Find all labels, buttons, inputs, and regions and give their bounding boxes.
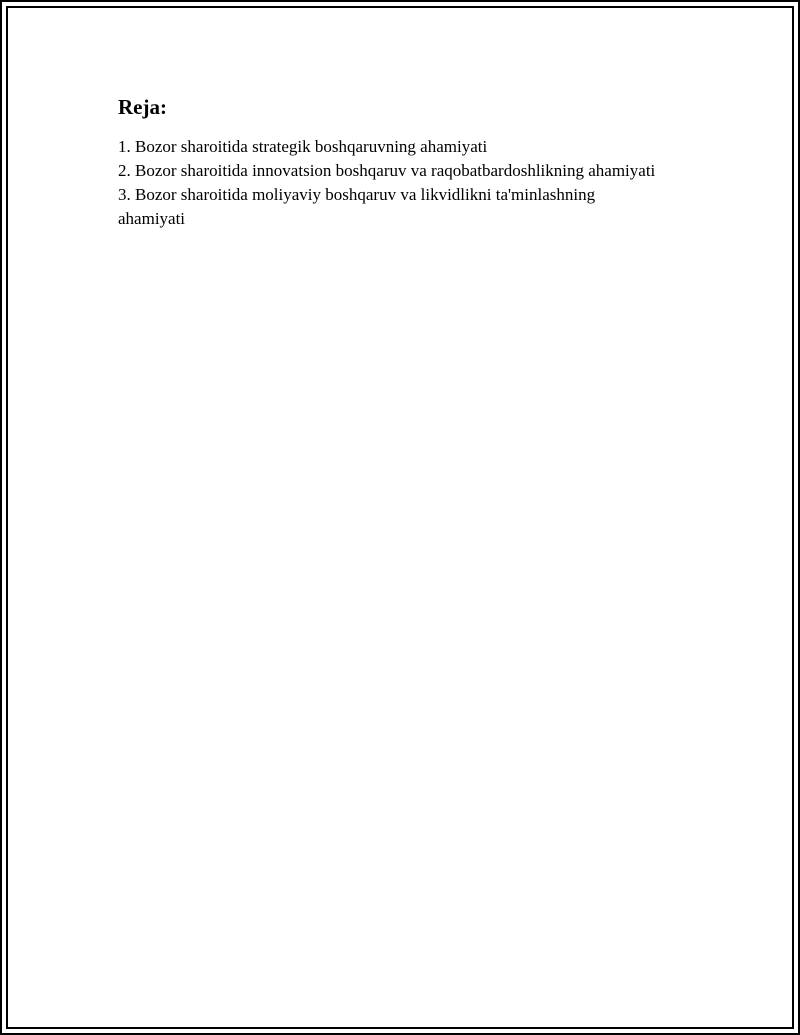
plan-item-3: 3. Bozor sharoitida moliyaviy boshqaruv va likvidlikni ta'minlashning ahamiyati xyxy=(118,185,596,228)
plan-item-2: 2. Bozor sharoitida innovatsion boshqaruv va raqobatbardoshlikning ahamiyati xyxy=(118,161,656,180)
plan-title: Reja: xyxy=(118,95,167,119)
document-body xyxy=(118,93,658,231)
plan-item-1: 1. Bozor sharoitida strategik boshqaruvning ahamiyati xyxy=(118,137,488,156)
plan-list xyxy=(118,135,658,231)
